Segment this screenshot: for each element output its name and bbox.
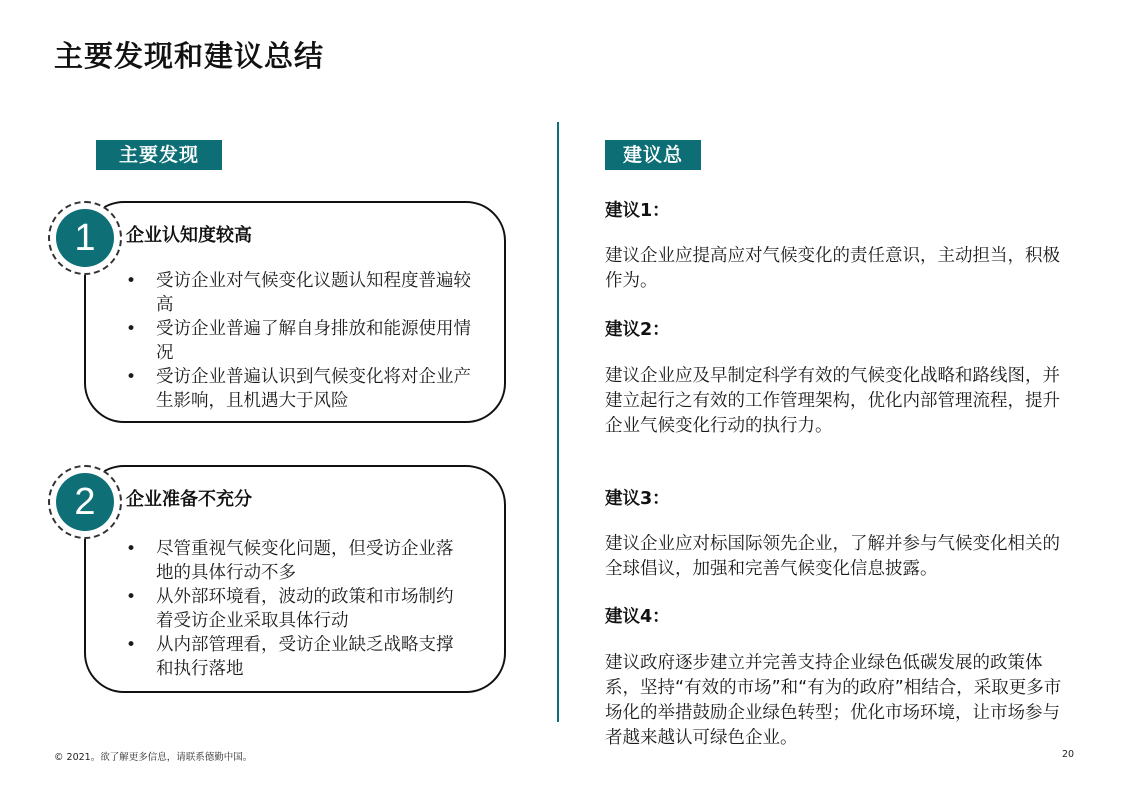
finding-number-2: 2: [56, 473, 114, 531]
recommendations-tag: 建议总结: [605, 140, 701, 170]
finding-card-2: [84, 465, 506, 693]
finding-number-badge-2: [48, 465, 122, 539]
list-item: • 从内部管理看，受访企业缺乏战略支撑和执行落地: [126, 635, 454, 679]
recommendation-text-3: 建议企业应对标国际领先企业，了解并参与气候变化相关的全球倡议，加强和完善气候变化信息披露。: [605, 534, 1060, 579]
recommendation-text-4: 建议政府逐步建立并完善支持企业绿色低碳发展的政策体系，坚持“有效的市场”和“有为的政府”相结合，采取更多市场化的举措鼓励企业绿色转型；优化市场环境，让市场参与者越来越认可绿色企业。: [605, 653, 1062, 748]
finding-bullets-2: [126, 537, 456, 681]
bullet-icon: •: [126, 539, 137, 559]
bullet-icon: •: [126, 271, 137, 291]
footer-copyright: © 2021。欲了解更多信息，请联系德勤中国。: [54, 752, 253, 763]
recommendation-heading-3: 建议3：: [605, 489, 670, 509]
bullet-icon: •: [126, 367, 137, 387]
list-item: • 从外部环境看，波动的政策和市场制约着受访企业采取具体行动: [126, 587, 454, 631]
recommendation-text-1: 建议企业应提高应对气候变化的责任意识，主动担当，积极作为。: [605, 246, 1060, 291]
list-item: • 尽管重视气候变化问题，但受访企业落地的具体行动不多: [126, 539, 454, 583]
recommendation-heading-2: 建议2：: [605, 320, 670, 340]
list-item: • 受访企业普遍了解自身排放和能源使用情况: [126, 319, 471, 363]
finding-bullets-1: [126, 269, 481, 413]
page-title: 主要发现和建议总结: [54, 39, 325, 73]
findings-tag: 主要发现: [96, 140, 222, 170]
bullet-icon: •: [126, 635, 137, 655]
column-divider: [557, 122, 559, 722]
finding-number-badge-1: [48, 201, 122, 275]
recommendation-heading-1: 建议1：: [605, 201, 670, 221]
list-item: • 受访企业对气候变化议题认知程度普遍较高: [126, 271, 471, 315]
page-number: 20: [1062, 749, 1075, 760]
recommendation-text-2: 建议企业应及早制定科学有效的气候变化战略和路线图，并建立起行之有效的工作管理架构，优化内部管理流程，提升企业气候变化行动的执行力。: [605, 366, 1060, 436]
bullet-icon: •: [126, 587, 137, 607]
bullet-icon: •: [126, 319, 137, 339]
finding-title-2: 企业准备不充分: [126, 489, 252, 510]
recommendation-heading-4: 建议4：: [605, 607, 670, 627]
finding-number-1: 1: [56, 209, 114, 267]
finding-card-1: [84, 201, 506, 423]
finding-title-1: 企业认知度较高: [126, 225, 252, 246]
list-item: • 受访企业普遍认识到气候变化将对企业产生影响，且机遇大于风险: [126, 367, 471, 411]
